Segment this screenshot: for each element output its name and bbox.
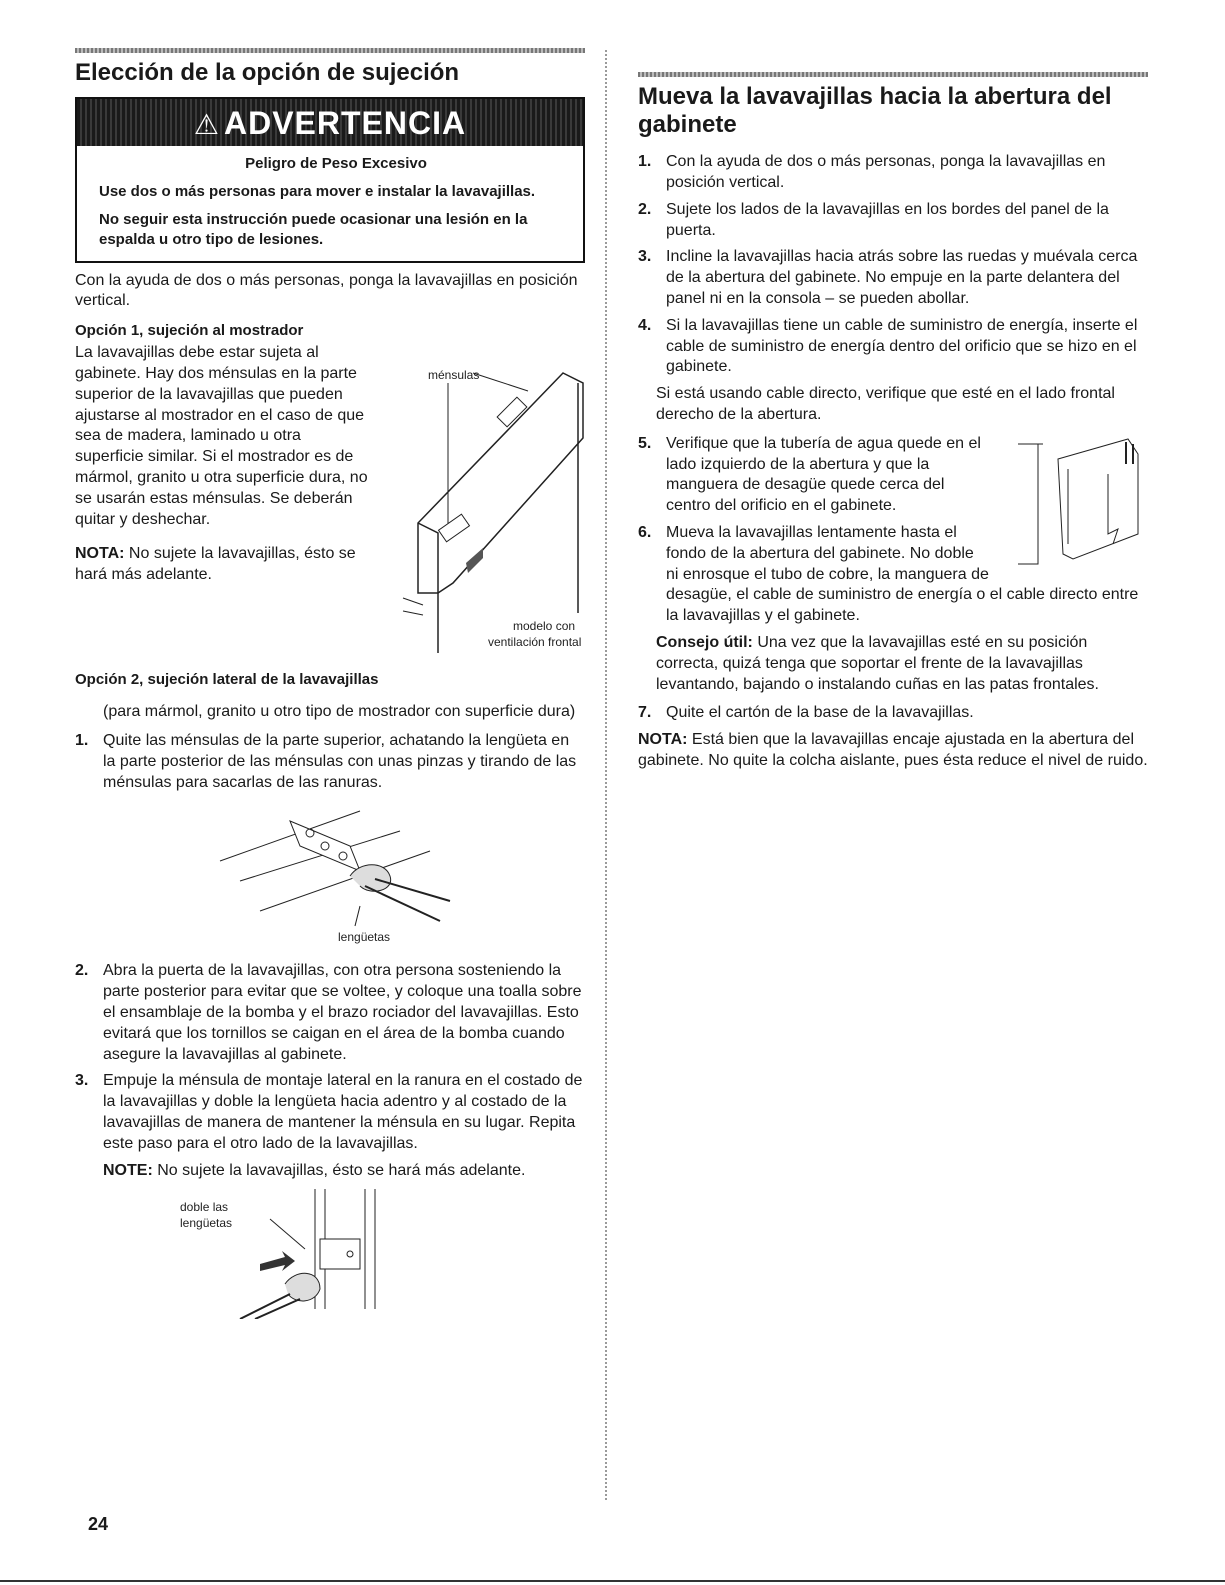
warning-box [75,97,585,263]
warning-line-3: No seguir esta instrucción puede ocasionar una lesión en la espalda u otro tipo de lesiones. [99,211,528,249]
right-step-7 [638,703,1148,724]
warning-banner-text: ADVERTENCIA [223,104,467,141]
note1-label: NOTA: [75,545,125,563]
left-step-2-text: Abra la puerta de la lavavajillas, con otra persona sosteniendo la parte posterior para evitar que se voltee, y coloque una toalla sobre el ensamblaje de la bomba y el brazo rociador del lavavajillas. Esto evitará que los tornillos se caigan en el área de la bomba cuando asegure la lavavajillas al gabinete. [103,962,582,1063]
right-steps-list [638,152,1148,378]
section-rule-right [638,72,1148,77]
right-step-5-text: Verifique que la tubería de agua quede en el lado izquierdo de la abertura y que la manguera de desagüe quede cerca del centro del orificio en el gabinete. [666,434,981,515]
right-step-4-text: Si la lavavajillas tiene un cable de suministro de energía, inserte el cable de suministro de energía dentro del orificio que se hizo en el gabinete. [666,316,1138,376]
left-steps-list [75,731,585,793]
right-step-7-number: 7. [638,704,652,722]
left-step-3-text: Empuje la ménsula de montaje lateral en la ranura en el costado de la lavavajillas y doble la lengüeta hacia adentro y al costado de la lavavajillas de manera de mantener la ménsula en su lugar. Repita este paso para el otro lado de la lavavajillas. [103,1072,583,1152]
right-note-text: Está bien que la lavavajillas encaje ajustada en la abertura del gabinete. No quite la colcha aislante, pues ésta reduce el nivel de ruido. [638,731,1148,769]
warning-banner [77,99,583,146]
warning-line-1: Peligro de Peso Excesivo [245,154,427,172]
left-section-title: Elección de la opción de sujeción [75,59,460,86]
right-column [638,72,1148,780]
option1-block [75,343,585,650]
page-number: 24 [88,1514,109,1534]
bottom-rule [0,1580,1225,1582]
left-step-3 [75,1071,585,1154]
right-step4-extra: Si está usando cable directo, verifique que esté en el lado frontal derecho de la abertura. [656,385,1115,423]
warning-line-2: Use dos o más personas para mover e instalar la lavavajillas. [99,182,536,200]
option2-subtext: (para mármol, granito u otro tipo de mostrador con superficie dura) [103,703,576,721]
right-step-1 [638,152,1148,194]
fig1-label-brackets: ménsulas [428,368,480,383]
right-step-4 [638,316,1148,378]
warning-triangle-icon: ⚠ [193,108,220,140]
right-step-1-text: Con la ayuda de dos o más personas, ponga la lavavajillas en posición vertical. [666,153,1106,191]
left-steps-list-2 [75,961,585,1154]
bend-tabs-figure [170,1189,470,1319]
right-note-label: NOTA: [638,731,688,749]
left-intro: Con la ayuda de dos o más personas, ponga la lavavajillas en posición vertical. [75,271,578,310]
left-step-1-number: 1. [75,731,89,749]
option1-heading: Opción 1, sujeción al mostrador [75,322,304,340]
right-step-4-number: 4. [638,316,652,334]
section-rule [75,48,585,53]
right-step-3-number: 3. [638,248,652,266]
fig3-label-2: lengüetas [180,1216,233,1231]
right-note [638,730,1148,772]
right-step-6-text: Mueva la lavavajillas lentamente hasta el fondo de la abertura del gabinete. No doble ni enrosque el tubo de cobre, la manguera de desagüe, el cable de suministro de energía o el cable directo entre la lavavajillas y el gabinete. [666,523,1139,625]
fig1-label-model-2: ventilación frontal [488,635,582,650]
right-section-title: Mueva la lavavajillas hacia la abertura del gabinete [638,83,1112,138]
right-step-5-number: 5. [638,434,652,452]
right-step-2-text: Sujete los lados de la lavavajillas en los bordes del panel de la puerta. [666,200,1109,239]
right-step-6 [638,523,1148,627]
tip-label: Consejo útil: [656,633,753,651]
right-step-5 [638,434,1148,517]
right-step-2 [638,200,1148,242]
note2-text: No sujete la lavavajillas, ésto se hará más adelante. [157,1161,526,1179]
bracket-location-figure [378,343,593,653]
left-step-2 [75,961,585,1065]
option1-text: La lavavajillas debe estar sujeta al gabinete. Hay dos ménsulas en la parte superior de la lavavajillas que pueden ajustarse al mostrador en el caso de que sea de madera, laminado u otra superficie similar. Si el mostrador es de mármol, granito u otra superficie dura, no se usarán estas ménsulas. Se deberán quitar y deshechar. [75,344,368,528]
right-step-6-number: 6. [638,523,652,541]
right-step-3 [638,247,1148,309]
option2-heading: Opción 2, sujeción lateral de la lavavajillas [75,671,379,689]
right-steps-list-3 [638,703,1148,724]
right-tip [638,633,1148,695]
left-step-2-number: 2. [75,962,89,980]
left-step-1-text: Quite las ménsulas de la parte superior, achatando la lengüeta en la parte posterior de las ménsulas con unas pinzas y tirando de las ménsulas para sacarlas de las ranuras. [103,731,577,791]
fig2-label-tabs: lengüetas [338,930,391,945]
fig1-label-model-1: modelo con [513,619,576,634]
right-step-7-text: Quite el cartón de la base de la lavavajillas. [666,704,974,722]
column-divider [605,50,607,1500]
right-steps-list-2 [638,434,1148,627]
note1-text: No sujete la lavavajillas, ésto se hará más adelante. [75,545,356,584]
warning-body [77,146,583,261]
note2-label: NOTE: [103,1161,153,1179]
right-step-3-text: Incline la lavavajillas hacia atrás sobre las ruedas y muévala cerca de la abertura del gabinete. No empuje en la parte delantera del panel ni en la consola – se pueden abollar. [666,248,1138,307]
right-steps-5-6-block [638,434,1148,627]
fig3-label-1: doble las [180,1200,229,1215]
tip-text: Una vez que la lavavajillas esté en su posición correcta, quizá tenga que soportar el frente de la lavavajillas levantando, bajando o instalando cuñas en las patas frontales. [656,633,1099,693]
left-step-1 [75,731,585,793]
note2 [75,1161,585,1182]
left-column [75,48,585,1319]
right-step-2-number: 2. [638,200,652,218]
left-step-3-number: 3. [75,1072,89,1090]
right-step-1-number: 1. [638,153,652,171]
remove-bracket-figure [200,801,460,951]
